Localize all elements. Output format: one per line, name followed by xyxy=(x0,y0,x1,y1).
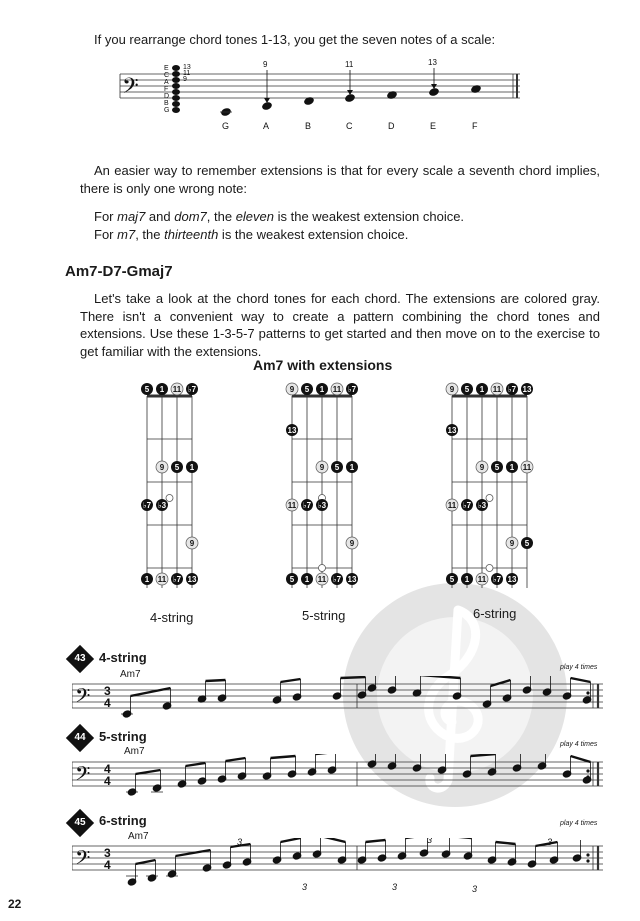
exercise-title: 4-string xyxy=(99,650,147,665)
svg-text:1: 1 xyxy=(349,463,355,472)
triplet-mark: 3 xyxy=(237,838,243,847)
svg-text:5: 5 xyxy=(289,575,295,584)
fretboard-dot xyxy=(331,573,343,585)
svg-text:11: 11 xyxy=(492,385,502,394)
svg-text:♭3: ♭3 xyxy=(317,501,327,510)
fretboard-dot xyxy=(461,383,473,395)
fretboard-dot xyxy=(186,537,198,549)
triplet-mark: 3 xyxy=(547,838,553,847)
svg-text:13: 13 xyxy=(187,575,197,584)
svg-text:5: 5 xyxy=(334,463,340,472)
paragraph-extensions: An easier way to remember extensions is that for every scale a seventh chord implies, there is only one wrong note: xyxy=(80,163,600,196)
svg-text:5: 5 xyxy=(449,575,455,584)
page-number: 22 xyxy=(8,897,22,911)
fretboard-dot xyxy=(521,537,533,549)
svg-text:11: 11 xyxy=(287,501,297,510)
fretboard-dot xyxy=(446,383,458,395)
staff-exercise-45 xyxy=(72,838,607,894)
fretboard-dot xyxy=(316,499,328,511)
svg-text:♭7: ♭7 xyxy=(507,385,517,394)
fretboard-dot xyxy=(346,537,358,549)
svg-text:9: 9 xyxy=(349,539,355,548)
chord-letter: A xyxy=(164,79,169,86)
fretboard-5-string xyxy=(280,378,370,594)
fretboard-dot xyxy=(186,461,198,473)
svg-text:11: 11 xyxy=(157,575,167,584)
svg-text:♭7: ♭7 xyxy=(302,501,312,510)
chord-letter: C xyxy=(164,72,170,79)
fretboard-6-string xyxy=(440,378,550,594)
svg-text:9: 9 xyxy=(319,463,325,472)
fretboard-dot xyxy=(346,573,358,585)
fretboard-dot xyxy=(141,383,153,395)
fretboard-dot xyxy=(491,461,503,473)
svg-text:13: 13 xyxy=(287,426,297,435)
exercise-number: 43 xyxy=(74,653,86,664)
svg-text:1: 1 xyxy=(479,385,485,394)
fretboard-dot xyxy=(141,573,153,585)
rule-maj7-dom7: For maj7 and dom7, the eleven is the weakest extension choice. xyxy=(94,209,465,224)
fretboard-dot xyxy=(476,573,488,585)
rule-m7: For m7, the thirteenth is the weakest extension choice. xyxy=(94,227,409,242)
chord-letter: G xyxy=(164,107,170,114)
svg-text:9: 9 xyxy=(183,76,187,83)
svg-text:1: 1 xyxy=(509,463,515,472)
note-name: G xyxy=(222,121,230,131)
svg-text:9: 9 xyxy=(479,463,485,472)
fretboard-dot xyxy=(461,573,473,585)
svg-text:5: 5 xyxy=(304,385,310,394)
svg-text:13: 13 xyxy=(347,575,357,584)
svg-text:9: 9 xyxy=(449,385,455,394)
note-name: B xyxy=(305,121,312,131)
fretboard-4-string xyxy=(135,378,205,594)
diagrams-title: Am7 with extensions xyxy=(253,357,393,373)
svg-text:11: 11 xyxy=(447,501,457,510)
time-signature-bottom: 4 xyxy=(104,696,111,710)
bass-clef-icon: 𝄢 xyxy=(75,847,91,874)
repeat-text: play 4 times xyxy=(560,741,598,748)
chord-letter: B xyxy=(164,100,169,107)
svg-text:♭7: ♭7 xyxy=(187,385,197,394)
triplet-mark: 3 xyxy=(472,884,478,894)
fretboard-dot xyxy=(316,461,328,473)
triplet-mark: 3 xyxy=(392,882,398,892)
note-group xyxy=(126,754,592,796)
note-name: F xyxy=(472,121,478,131)
svg-text:5: 5 xyxy=(144,385,150,394)
fretboard-dot xyxy=(346,461,358,473)
triplet-mark: 3 xyxy=(302,882,308,892)
svg-text:11: 11 xyxy=(183,70,191,77)
svg-text:1: 1 xyxy=(159,385,165,394)
fretboard-dot xyxy=(316,383,328,395)
time-signature-top: 3 xyxy=(104,684,111,698)
fretboard-dot xyxy=(141,499,153,511)
svg-text:♭7: ♭7 xyxy=(462,501,472,510)
paragraph-chord-tones: Let's take a look at the chord tones for each chord. The extensions are colored gray. There isn't a convenient way to create a pattern combining the chord tones and extensions. Use these 1-3-5-7 patterns to get started and then move on to the exercise to get familiar with the extensions. xyxy=(80,291,600,359)
svg-text:♭7: ♭7 xyxy=(172,575,182,584)
svg-text:♭7: ♭7 xyxy=(142,501,152,510)
chord-symbol: Am7 xyxy=(124,746,145,757)
chord-letter: F xyxy=(164,86,169,93)
fretboard-dot xyxy=(331,461,343,473)
time-signature-top: 3 xyxy=(104,846,111,860)
chord-stack xyxy=(164,64,191,114)
svg-text:♭3: ♭3 xyxy=(477,501,487,510)
time-signature-top: 4 xyxy=(104,762,111,776)
staff-exercise-43 xyxy=(72,676,607,724)
exercise-number: 44 xyxy=(74,732,86,743)
fretboard-dot xyxy=(521,461,533,473)
svg-text:9: 9 xyxy=(159,463,165,472)
fretboard-dot xyxy=(301,383,313,395)
bass-clef-icon: 𝄢 xyxy=(75,763,91,790)
chord-letter: D xyxy=(164,93,170,100)
svg-text:1: 1 xyxy=(464,575,470,584)
exercise-title: 5-string xyxy=(99,729,147,744)
intro-text: If you rearrange chord tones 1-13, you get the seven notes of a scale: xyxy=(94,32,496,47)
fretboard-dot xyxy=(286,499,298,511)
bass-clef-icon: 𝄢 xyxy=(122,73,139,103)
fretboard-dot xyxy=(346,383,358,395)
fretboard-dot xyxy=(186,383,198,395)
note-name: E xyxy=(430,121,437,131)
svg-text:13: 13 xyxy=(507,575,517,584)
chord-symbol: Am7 xyxy=(128,831,149,842)
svg-text:1: 1 xyxy=(144,575,150,584)
fretboard-dot xyxy=(491,383,503,395)
repeat-text: play 4 times xyxy=(560,664,598,671)
fretboard-dot xyxy=(331,383,343,395)
fretboard-dot xyxy=(286,573,298,585)
svg-text:9: 9 xyxy=(289,385,295,394)
svg-text:11: 11 xyxy=(317,575,327,584)
fretboard-label: 6-string xyxy=(473,606,517,621)
fretboard-dot xyxy=(156,499,168,511)
fretboard-dot xyxy=(156,383,168,395)
svg-text:5: 5 xyxy=(494,463,500,472)
fretboard-dot xyxy=(156,573,168,585)
fretboard-dot xyxy=(506,537,518,549)
svg-text:13: 13 xyxy=(447,426,457,435)
fretboard-dot xyxy=(521,383,533,395)
svg-text:♭7: ♭7 xyxy=(332,575,342,584)
chord-letter: E xyxy=(164,65,169,72)
svg-text:♭3: ♭3 xyxy=(157,501,167,510)
svg-text:5: 5 xyxy=(524,539,530,548)
fretboard-dot xyxy=(476,383,488,395)
note-group xyxy=(126,838,582,886)
fretboard-dot xyxy=(491,573,503,585)
note-name: A xyxy=(263,121,270,131)
fretboard-dot xyxy=(186,573,198,585)
fretboard-label: 5-string xyxy=(302,608,346,623)
svg-text:11: 11 xyxy=(522,463,532,472)
svg-text:9: 9 xyxy=(509,539,515,548)
fretboard-dot xyxy=(506,383,518,395)
fretboard-dot xyxy=(171,383,183,395)
svg-text:13: 13 xyxy=(183,64,191,71)
svg-text:13: 13 xyxy=(522,385,532,394)
fretboard-dot xyxy=(461,499,473,511)
chord-symbol: Am7 xyxy=(120,669,141,680)
ext-marker: 11 xyxy=(345,60,354,69)
fretboard-dot xyxy=(506,573,518,585)
section-title: Am7-D7-Gmaj7 xyxy=(65,263,173,280)
staff-exercise-44 xyxy=(72,754,607,802)
svg-text:11: 11 xyxy=(172,385,182,394)
ext-marker: 13 xyxy=(428,58,437,67)
bass-clef-icon: 𝄢 xyxy=(75,685,91,712)
triplet-mark: 3 xyxy=(427,838,433,845)
note-name: C xyxy=(346,121,353,131)
fretboard-dot xyxy=(476,499,488,511)
note-name: D xyxy=(388,121,395,131)
ext-marker: 9 xyxy=(263,60,268,69)
fretboard-dot xyxy=(446,573,458,585)
svg-text:♭7: ♭7 xyxy=(347,385,357,394)
svg-text:9: 9 xyxy=(189,539,195,548)
repeat-text: play 4 times xyxy=(560,820,598,827)
svg-text:11: 11 xyxy=(332,385,342,394)
fretboard-dot xyxy=(506,461,518,473)
svg-text:1: 1 xyxy=(319,385,325,394)
fretboard-dot xyxy=(171,573,183,585)
fretboard-dot xyxy=(301,499,313,511)
fretboard-dot xyxy=(156,461,168,473)
fretboard-dot xyxy=(446,499,458,511)
fretboard-label: 4-string xyxy=(150,610,194,625)
fretboard-dot xyxy=(171,461,183,473)
svg-text:5: 5 xyxy=(464,385,470,394)
svg-text:11: 11 xyxy=(477,575,487,584)
note-group xyxy=(121,676,592,718)
scale-staff-figure xyxy=(110,56,530,136)
svg-text:1: 1 xyxy=(189,463,195,472)
svg-text:5: 5 xyxy=(174,463,180,472)
fretboard-dot xyxy=(316,573,328,585)
svg-text:♭7: ♭7 xyxy=(492,575,502,584)
time-signature-bottom: 4 xyxy=(104,774,111,788)
fretboard-dot xyxy=(476,461,488,473)
fretboard-dot xyxy=(446,424,458,436)
time-signature-bottom: 4 xyxy=(104,858,111,872)
exercise-title: 6-string xyxy=(99,813,147,828)
exercise-number: 45 xyxy=(74,817,86,828)
fretboard-dot xyxy=(301,573,313,585)
fretboard-dot xyxy=(286,383,298,395)
fretboard-dot xyxy=(286,424,298,436)
svg-text:1: 1 xyxy=(304,575,310,584)
